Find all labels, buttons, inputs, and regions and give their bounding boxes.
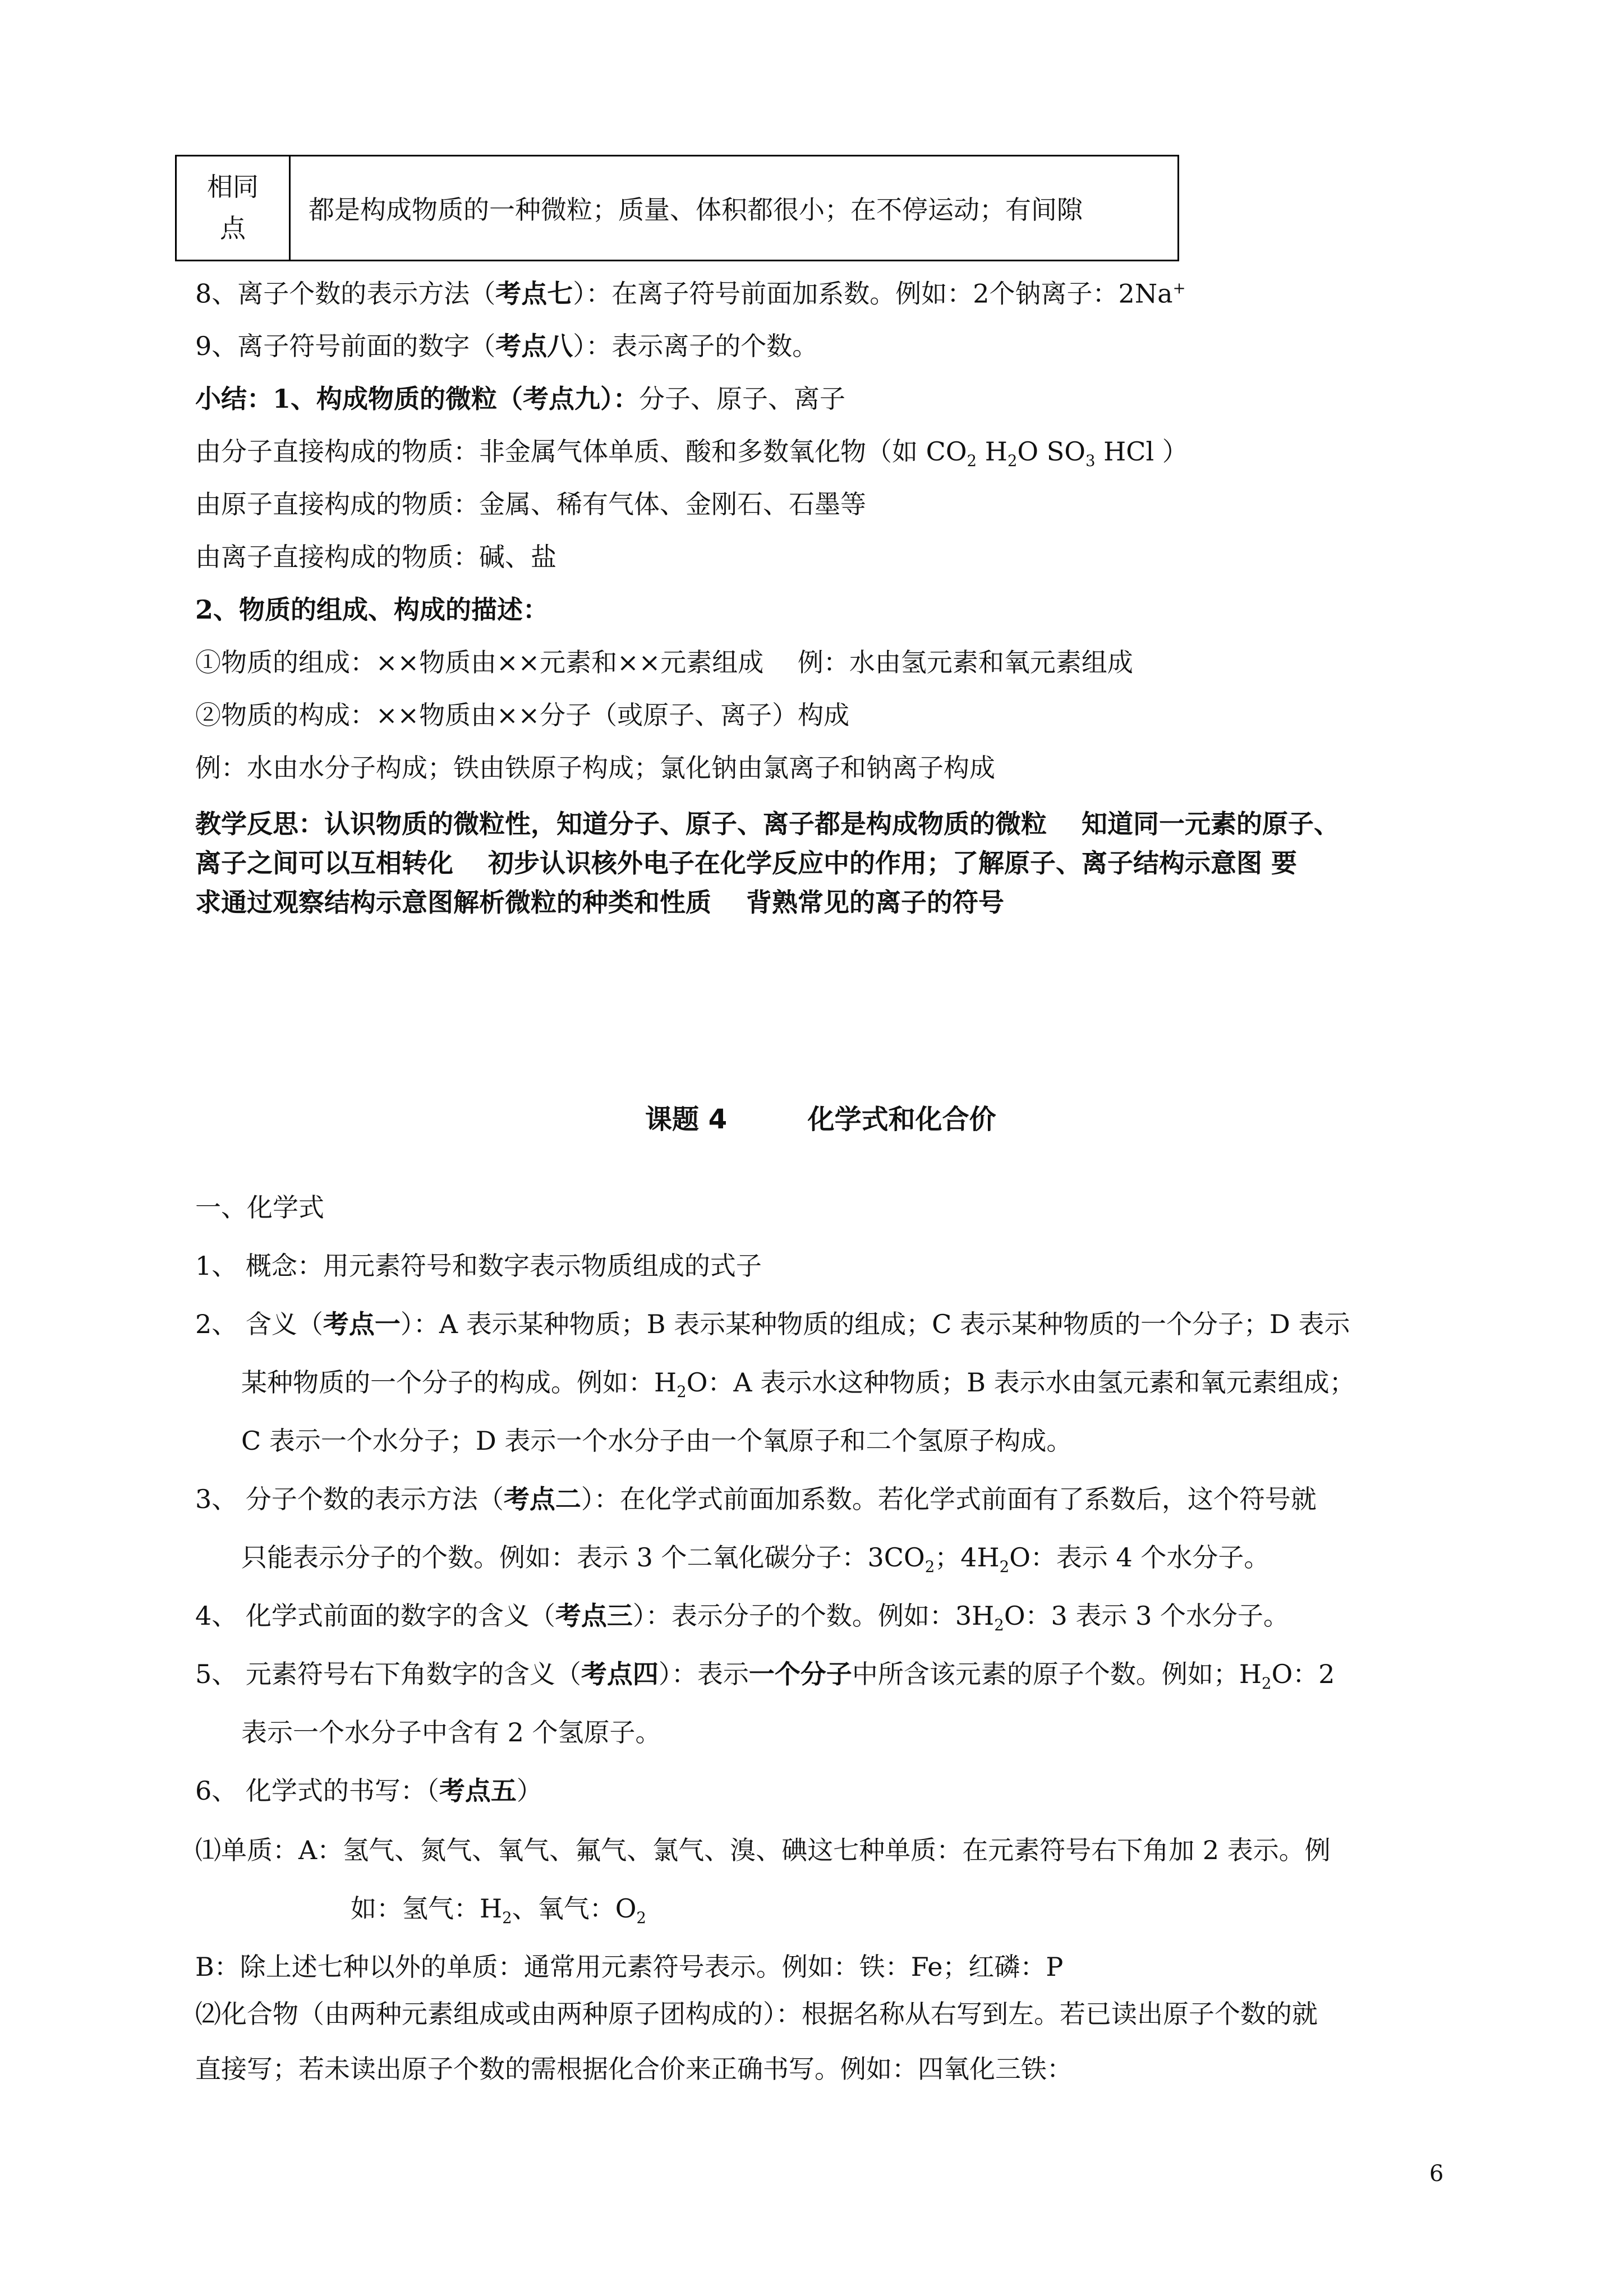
key-point-label: 考点三 — [555, 1601, 633, 1631]
item-elements-1: ⑴单质：A：氢气、氮气、氧气、氟气、氯气、溴、碘这七种单质：在元素符号右下角加 2 表示。例 — [195, 1835, 1331, 1865]
text: 4、 化学式前面的数字的含义（ — [195, 1601, 555, 1631]
text: O：表示 4 个水分子。 — [1009, 1542, 1270, 1573]
text: 5、 元素符号右下角数字的含义（ — [195, 1659, 581, 1689]
text: O：2 — [1271, 1659, 1335, 1689]
table-header-line1: 相同 — [207, 172, 259, 202]
text: O：3 表示 3 个水分子。 — [1004, 1601, 1289, 1631]
reflection-line-3: 求通过观察结构示意图解析微粒的种类和性质 背熟常见的离子的符号 — [195, 887, 1005, 918]
line-ion-substances: 由离子直接构成的物质：碱、盐 — [195, 542, 556, 572]
table-content-cell: 都是构成物质的一种微粒；质量、体积都很小；在不停运动；有间隙 — [309, 195, 1083, 225]
line-point-8 — [195, 333, 818, 359]
key-point-label: 考点二 — [503, 1484, 581, 1514]
subscript: 2 — [994, 1616, 1004, 1635]
reflection-line-1: 教学反思：认识物质的微粒性，知道分子、原子、离子都是构成物质的微粒 知道同一元素的原子、 — [195, 809, 1340, 839]
text: ）：表示分子的个数。例如：3H — [632, 1601, 995, 1631]
text: ；4H — [935, 1542, 1000, 1573]
line-composition: ①物质的组成：××物质由××元素和××元素组成 例：水由氢元素和氧元素组成 — [195, 647, 1133, 677]
text: 、氧气：O — [512, 1893, 637, 1924]
text: ） — [516, 1776, 542, 1806]
text: 只能表示分子的个数。例如：表示 3 个二氧化碳分子：3CO — [241, 1542, 925, 1573]
subscript: 2 — [636, 1908, 646, 1928]
item-meaning-2 — [241, 1367, 1355, 1401]
item-compounds-2: 直接写；若未读出原子个数的需根据化合价来正确书写。例如：四氧化三铁： — [195, 2054, 1073, 2084]
subheading-composition: 2、物质的组成、构成的描述： — [195, 594, 549, 625]
subscript: 2 — [1262, 1674, 1272, 1693]
key-point-label: 考点一 — [323, 1309, 401, 1339]
text: H — [977, 436, 1007, 467]
text: HCl ） — [1095, 436, 1188, 467]
emphasis: 一个分子 — [748, 1659, 852, 1689]
text: ）：表示 — [658, 1659, 749, 1689]
line-atom-substances: 由原子直接构成的物质：金属、稀有气体、金刚石、石墨等 — [195, 489, 866, 519]
text: ）：在离子符号前面加系数。例如：2个钠离子：2Na — [573, 278, 1173, 309]
text: 6、 化学式的书写：（ — [195, 1776, 439, 1806]
line-molecule-substances — [195, 436, 1188, 471]
text: 3、 分子个数的表示方法（ — [195, 1484, 504, 1514]
item-meaning-1 — [195, 1311, 1350, 1337]
reflection-line-2: 离子之间可以互相转化 初步认识核外电子在化学反应中的作用；了解原子、离子结构示意图 要 — [195, 848, 1298, 878]
key-point-label: 考点四 — [581, 1659, 659, 1689]
text: O：A 表示水这种物质；B 表示水由氢元素和氧元素组成； — [686, 1367, 1355, 1398]
superscript: + — [1172, 279, 1186, 297]
text: 分子、原子、离子 — [639, 384, 846, 414]
subscript: 2 — [967, 451, 977, 471]
subscript: 3 — [1085, 451, 1096, 471]
key-point-label: 考点五 — [439, 1776, 517, 1806]
line-example: 例：水由水分子构成；铁由铁原子构成；氯化钠由氯离子和钠离子构成 — [195, 753, 995, 783]
text: ）：在化学式前面加系数。若化学式前面有了系数后，这个符号就 — [581, 1484, 1317, 1514]
item-other-elements: B：除上述七种以外的单质：通常用元素符号表示。例如：铁：Fe；红磷：P — [195, 1952, 1064, 1982]
item-coefficient-meaning — [195, 1603, 1289, 1633]
item-molecule-count-1 — [195, 1486, 1317, 1512]
text: 由分子直接构成的物质：非金属气体单质、酸和多数氧化物（如 CO — [195, 436, 967, 467]
heading-chemical-formula: 一、化学式 — [195, 1192, 324, 1223]
line-structure: ②物质的构成：××物质由××分子（或原子、离子）构成 — [195, 700, 850, 730]
text: 中所含该元素的原子个数。例如；H — [852, 1659, 1262, 1689]
summary-heading — [195, 386, 845, 412]
item-compounds-1: ⑵化合物（由两种元素组成或由两种原子团构成的）：根据名称从右写到左。若已读出原子个数的就 — [195, 1999, 1318, 2029]
subscript: 2 — [924, 1557, 935, 1576]
text: 8、离子个数的表示方法（ — [195, 278, 496, 309]
text: ）：A 表示某种物质；B 表示某种物质的组成；C 表示某种物质的一个分子；D 表示 — [400, 1309, 1350, 1339]
key-point-label: 考点七 — [495, 278, 573, 309]
item-elements-2 — [351, 1893, 646, 1928]
item-formula-writing — [195, 1778, 542, 1804]
item-subscript-meaning-1 — [195, 1661, 1335, 1691]
text: 某种物质的一个分子的构成。例如：H — [241, 1367, 677, 1398]
key-point-label: 考点八 — [495, 331, 573, 361]
title-number: 课题 4 — [645, 1104, 728, 1135]
item-concept: 1、 概念：用元素符号和数字表示物质组成的式子 — [195, 1251, 762, 1281]
line-point-7 — [195, 278, 1186, 309]
item-meaning-3: C 表示一个水分子；D 表示一个水分子由一个氧原子和二个氢原子构成。 — [241, 1426, 1073, 1456]
text: 2、 含义（ — [195, 1309, 323, 1339]
item-molecule-count-2 — [241, 1542, 1270, 1576]
summary-label: 小结：1、构成物质的微粒（考点九）： — [195, 384, 640, 414]
text: 如：氢气：H — [351, 1893, 503, 1924]
table-divider — [289, 156, 291, 260]
item-subscript-meaning-2: 表示一个水分子中含有 2 个氢原子。 — [241, 1717, 661, 1748]
table-header-cell — [177, 156, 289, 260]
text: 9、离子符号前面的数字（ — [195, 331, 496, 361]
page-number: 6 — [1429, 2161, 1444, 2187]
title-text: 化学式和化合价 — [807, 1104, 996, 1135]
text: ）：表示离子的个数。 — [573, 331, 818, 361]
table-header-line2: 点 — [220, 213, 246, 243]
subscript: 2 — [502, 1908, 512, 1928]
text: O SO — [1017, 436, 1085, 467]
section-title — [645, 1098, 996, 1136]
subscript: 2 — [677, 1382, 687, 1401]
subscript: 2 — [999, 1557, 1010, 1576]
subscript: 2 — [1007, 451, 1018, 471]
comparison-table — [175, 155, 1179, 261]
